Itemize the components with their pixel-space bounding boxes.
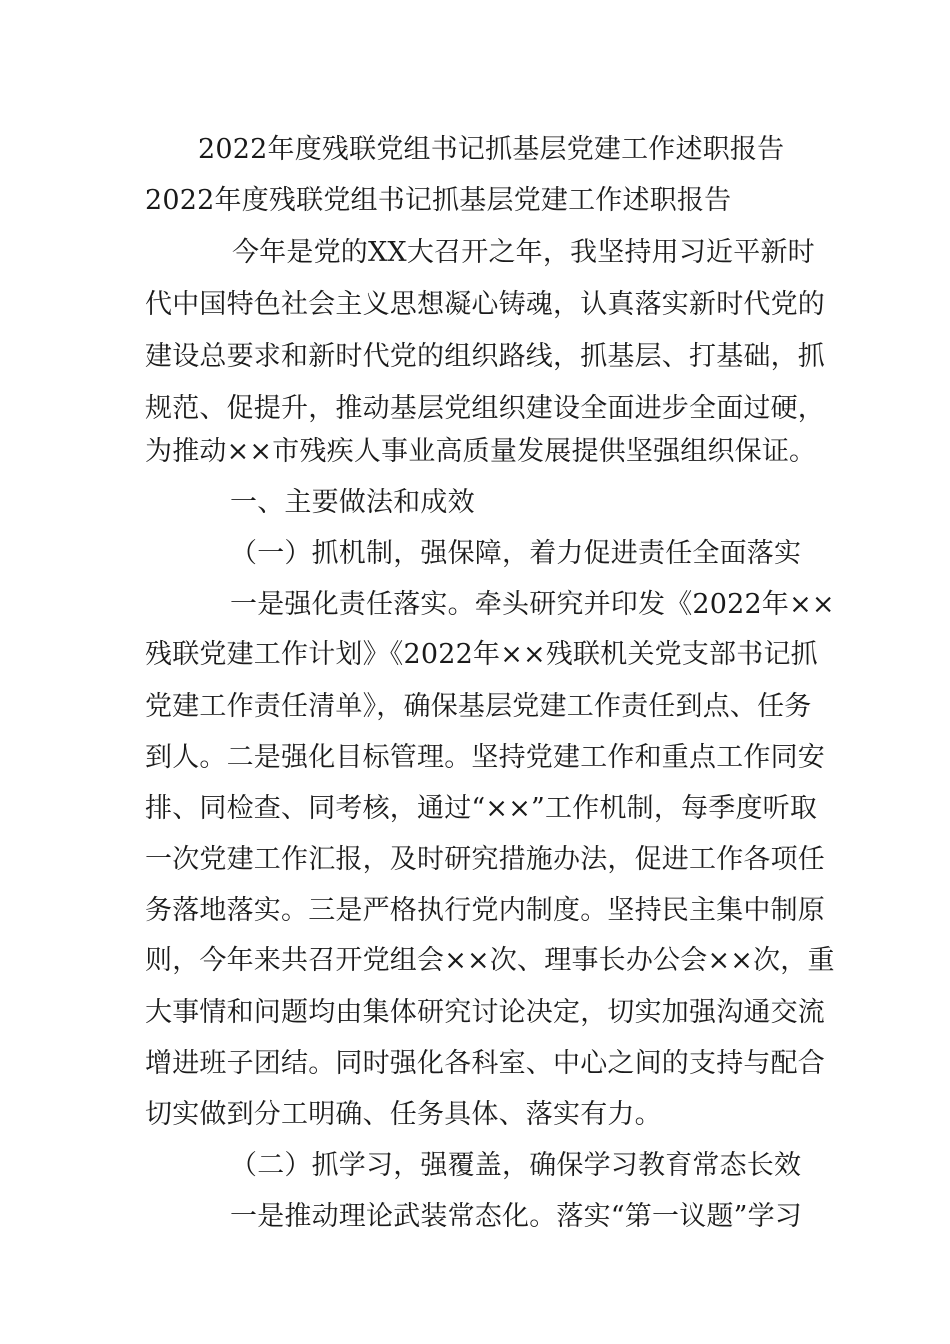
paragraph-line: 则，今年来共召开党组会××次、理事长办公会××次，重: [145, 945, 835, 976]
paragraph-line: 到人。二是强化目标管理。坚持党建工作和重点工作同安: [145, 742, 825, 773]
paragraph-line: 残联党建工作计划》《2022年××残联机关党支部书记抓: [145, 639, 818, 670]
paragraph-line: 排、同检查、同考核，通过“××”工作机制，每季度听取: [145, 793, 818, 824]
document-title: 2022年度残联党组书记抓基层党建工作述职报告: [198, 134, 785, 165]
paragraph-line: 规范、促提升，推动基层党组织建设全面进步全面过硬，: [145, 393, 825, 424]
paragraph-line: 今年是党的XX大召开之年，我坚持用习近平新时: [232, 237, 815, 268]
document-subtitle: 2022年度残联党组书记抓基层党建工作述职报告: [145, 185, 732, 216]
paragraph-line: 务落地落实。三是严格执行党内制度。坚持民主集中制原: [145, 895, 825, 926]
section-heading: 一、主要做法和成效: [230, 487, 475, 518]
paragraph-line: 大事情和问题均由集体研究讨论决定，切实加强沟通交流: [145, 997, 825, 1028]
subsection-heading: （一）抓机制，强保障，着力促进责任全面落实: [230, 538, 802, 569]
paragraph-line: 增进班子团结。同时强化各科室、中心之间的支持与配合: [145, 1048, 825, 1079]
paragraph-line: 为推动××市残疾人事业高质量发展提供坚强组织保证。: [145, 436, 817, 467]
paragraph-line: 党建工作责任清单》，确保基层党建工作责任到点、任务: [145, 691, 812, 722]
paragraph-line: 一是强化责任落实。牵头研究并印发《2022年××: [230, 589, 835, 620]
paragraph-line: 一是推动理论武装常态化。落实“第一议题”学习: [230, 1201, 803, 1232]
subsection-heading: （二）抓学习，强覆盖，确保学习教育常态长效: [230, 1150, 802, 1181]
paragraph-line: 一次党建工作汇报，及时研究措施办法，促进工作各项任: [145, 844, 825, 875]
paragraph-line: 代中国特色社会主义思想凝心铸魂，认真落实新时代党的: [145, 289, 825, 320]
paragraph-line: 切实做到分工明确、任务具体、落实有力。: [145, 1099, 662, 1130]
paragraph-line: 建设总要求和新时代党的组织路线，抓基层、打基础，抓: [145, 341, 825, 372]
